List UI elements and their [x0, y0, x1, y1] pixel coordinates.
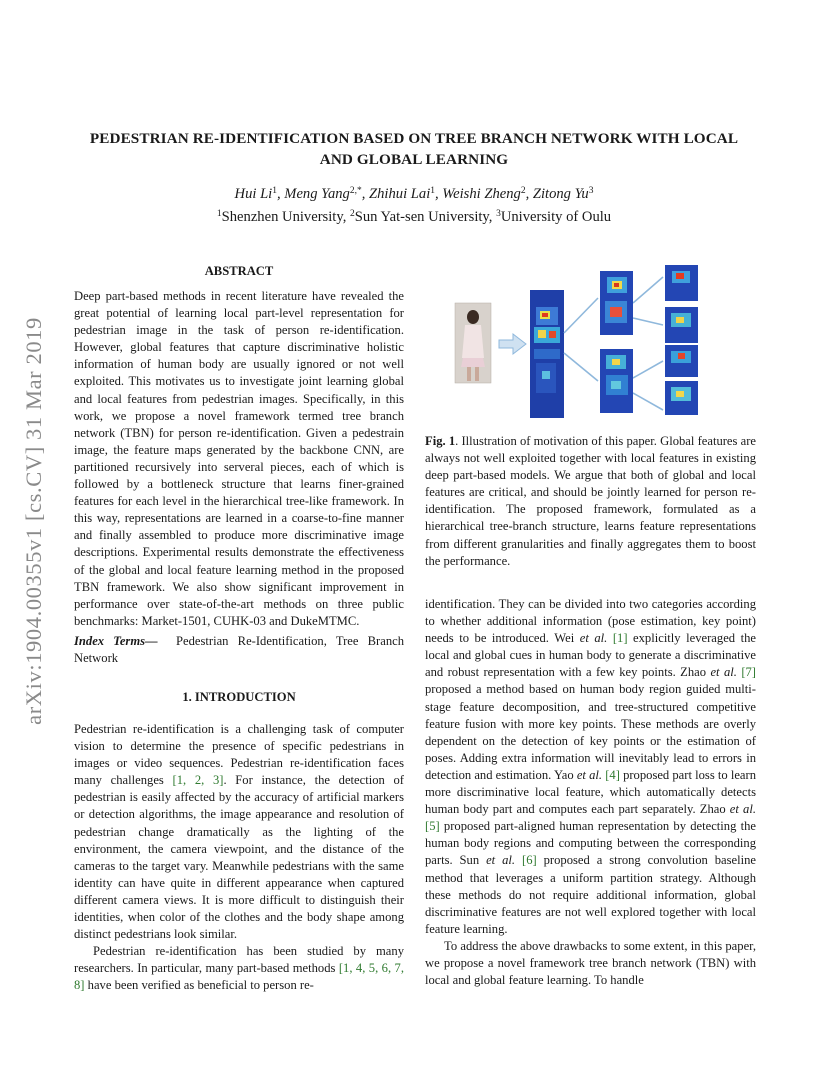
abstract-heading: ABSTRACT — [204, 264, 274, 278]
author-name: Weishi Zheng — [442, 186, 521, 202]
author-name: Meng Yang — [284, 186, 350, 202]
author-sup: 1 — [430, 186, 435, 196]
intro-paragraph-2 — [74, 943, 404, 994]
body-text: To address the above drawbacks to some extent, in this paper, we propose a novel framework tree branch network (TBN) with local and global feature learning. To handle — [425, 938, 756, 988]
intro-text: Pedestrian re-identification has been studied by many researchers. In particular, many part-based methods — [74, 944, 404, 976]
abstract-text — [74, 288, 404, 630]
level-2-feature-maps — [600, 271, 633, 413]
index-terms — [74, 633, 404, 667]
pedestrian-photo — [455, 303, 491, 383]
introduction-body — [74, 721, 404, 995]
affil-sup: 3 — [496, 209, 501, 219]
author-sup: 2 — [520, 186, 526, 196]
citation-link[interactable]: [1] — [612, 631, 628, 646]
title-line-1: PEDESTRIAN RE-IDENTIFICATION BASED ON TREE BRANCH NETWORK WITH LOCAL — [89, 130, 739, 147]
intro-paragraph-1 — [74, 721, 404, 943]
affil-name: Shenzhen University — [221, 209, 343, 225]
citation-link[interactable]: [1, 2, 3] — [172, 773, 224, 788]
affil-name: University of Oulu — [500, 209, 612, 225]
body-text: identification. They can be divided into two categories according to whether additional information (pose estimation, key point) needs to be introduced. Wei — [425, 597, 756, 646]
citation-link[interactable]: [6] — [522, 853, 537, 868]
global-feature-map — [530, 290, 564, 418]
intro-text: have been verified as beneficial to person re- — [84, 978, 314, 993]
et-al: et al. — [710, 665, 737, 680]
arrow-icon — [499, 334, 526, 354]
affil-sup: 1 — [216, 209, 222, 219]
body-text: proposed a method based on human body region guided multi-stage feature decomposition, and tree-structured competitive feature fusion with more key points. These methods are overly dependent on the detection of key points or the estimation of poses. Adding extra information will inevitably lead to errors in detection and estimation. Yao — [425, 682, 756, 782]
figure-label: Fig. 1 — [425, 434, 456, 448]
affiliation-list: $^1$Shenzhen University, $^2$Sun Yat-sen University, $^3$University of Oulu — [216, 209, 612, 225]
body-text: proposed part loss to learn more discriminative local feature, which automatically detects human body part and computes each part separately. Zhao — [425, 767, 757, 817]
author-sup: 3 — [588, 186, 594, 196]
section-heading-introduction: 1. INTRODUCTION — [182, 690, 296, 704]
affil-name: Sun Yat-sen University — [354, 209, 489, 225]
paper-title — [60, 128, 768, 170]
arxiv-id: arXiv:1904.00355v1 [cs.CV] 31 Mar 2019 — [21, 317, 46, 725]
body-text: explicitly leveraged the local and global cues in human body to generate a discriminative and robust representation with a few key points. Zhao — [425, 631, 756, 680]
right-paragraph-1 — [425, 596, 756, 938]
author-sup: 2,* — [349, 186, 362, 196]
intro-text: . For instance, the detection of pedestrian is easily affected by the accuracy of artificial markers or detection algorithms, the image appearance and resolution of pedestrian change dramatically as the lighting of the environment, the camera viewpoint, and the distance of the cameras to the target vary. Meanwhile pedestrians with the same identity can have quite in different appearance when captured different camera views. It is more difficult to distinguish their identities, when color of the clothes and the body shape among distinct pedestrians look similar. — [74, 773, 404, 942]
arxiv-sidebar — [17, 282, 51, 760]
figure-1 — [450, 263, 730, 438]
abstract-paragraph: Deep part-based methods in recent literature have revealed the great potential of learning local part-level representation for pedestrian image in the task of person re-identification. However, global features that capture discriminative holistic information of human body are usually ignored or not well exploited. This motivates us to investigate joint learning global and local features from pedestrian images. Specifically, in this work, we propose a novel framework termed tree branch network (TBN) for person re-identification. Given a pedestrain image, the feature maps generated by the backbone CNN, are partitioned recursively into serveral pieces, each of which is followed by a bottleneck structure that learns finer-grained features for each level in the hierarchical tree-like framework. In this way, representations are learned in a coarse-to-fine manner and finally assembled to produce more discriminative image descriptions. Experimental results demonstrate the effectiveness of the global and local feature learning method in the proposed TBN framework. We also show significant improvement in performance over state-of-the-art methods on three public benchmarks: Market-1501, CUHK-03 and DukeMTMC. — [74, 289, 404, 628]
right-column-body — [425, 596, 756, 989]
author-list: Hui Li$^1$, Meng Yang$^{2,*}$, Zhihui Lai$^1$, Weishi Zheng$^2$, Zitong Yu$^3$ — [234, 186, 594, 202]
author-sup: 1 — [272, 186, 277, 196]
citation-link[interactable]: [1, 4, 5, 6, 7, 8] — [74, 961, 405, 993]
et-al: et al. — [729, 802, 756, 817]
level-3-feature-maps — [665, 265, 698, 415]
et-al: et al. — [486, 853, 516, 868]
citation-link[interactable]: [5] — [425, 819, 440, 834]
author-name: Hui Li — [234, 186, 273, 202]
right-paragraph-2 — [425, 938, 756, 989]
et-al: et al. — [579, 631, 608, 646]
title-line-2: AND GLOBAL LEARNING — [319, 151, 509, 168]
figure-caption-text: . Illustration of motivation of this paper. Global features are always not well exploited together with local features in existing deep part-based models. We argue that both of global and local features are critical, and should be jointly learned for person re-identification. The proposed framework, formulated as a hierarchical tree-branch structure, learns feature representations from different granularities and finally aggregates them to boost the performance. — [425, 434, 756, 568]
author-name: Zhihui Lai — [369, 186, 431, 202]
figure-1-caption — [425, 433, 756, 570]
intro-text: Pedestrian re-identification is a challenging task of computer vision to determine the presence of specific pedestrians in images or video sequences. Pedestrian re-identification faces many challenges — [74, 722, 404, 788]
citation-link[interactable]: [4] — [605, 767, 620, 782]
index-terms-label: Index Terms— — [74, 634, 158, 648]
citation-link[interactable]: [7] — [741, 665, 756, 680]
body-text: proposed a strong convolution baseline method that leverages a uniform partition strategy. Although these methods do not require additional information, global discriminative features are not well explored together with local feature learning. — [425, 853, 756, 936]
index-terms-text: Pedestrian Re-Identification, Tree Branch Network — [74, 634, 405, 666]
author-name: Zitong Yu — [532, 186, 589, 202]
body-text: proposed part-aligned human representation by detecting the human body regions and computing between the corresponding parts. Sun — [425, 819, 756, 868]
tree-branch-illustration — [450, 263, 730, 438]
et-al: et al. — [576, 767, 603, 782]
affil-sup: 2 — [349, 209, 355, 219]
